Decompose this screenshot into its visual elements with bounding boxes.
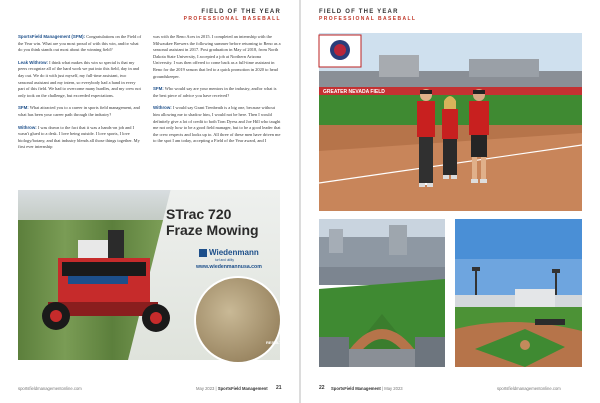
paragraph: Leak Withrow: I think what makes this win so special is that my peers recognize all of the hard work we put into this field, day in and day out. We do it with just myself, my full-time assistant, two seasonal assistant and my intern, so everybody had a hand in every part of this field. We had to overcome many hurdles, and my crew not only took on the challenge, but exceeded expectations.	[18, 59, 141, 98]
article-column-2	[153, 34, 281, 151]
header-title: FIELD OF THE YEAR	[319, 9, 399, 15]
logo-icon	[199, 249, 207, 257]
page-number: 21	[276, 385, 282, 391]
header-subtitle: PROFESSIONAL BASEBALL	[319, 16, 417, 22]
paragraph: Withrow: I would say Grant Trenbeath is a big one, because without him allowing me to shadow him, I would not be here. Then I would definitely give a lot of credit to both Tom Dyess and Joe Hill who taught me not only how to be a good field manager, but to be a good leader that the crew respects and looks up to. All three of these men have driven me to the spot I am today, accepting a Field of the Year award, and I	[153, 105, 281, 144]
results-circle-image	[196, 278, 280, 362]
page-header	[184, 9, 281, 22]
page-number: 22	[319, 385, 325, 391]
footer-website: sportsfieldmanagementonline.com	[497, 386, 561, 391]
footer-issue: SportsField Management | May 2023	[331, 386, 403, 391]
paragraph: SportsField Management (SFM): Congratulations on the Field of the Year win. What are you most proud of with this win, and/or what do you think stands out most about the winning field?	[18, 34, 142, 53]
advertisement[interactable]	[18, 190, 285, 360]
left-page	[0, 0, 299, 403]
header-subtitle: PROFESSIONAL BASEBALL	[183, 16, 281, 22]
article-column-1	[18, 34, 142, 157]
footer-website: sportsfieldmanagementonline.com	[18, 386, 82, 391]
paragraph: Withrow: I was drawn to the fact that it was a hands-on job and I wasn't glued to a desk. I love being outside. I love sports, I love biology/botany, and that industry blends all those things together. My first ever internship	[18, 124, 140, 150]
aerial-stadium-photo	[319, 219, 445, 367]
paragraph: SFM: What attracted you to a career in sports field management, and what has been your career path through the industry?	[18, 105, 140, 117]
paragraph: SFM: Who would say are your mentors in the industry, and/or what is the best piece of advice you have received?	[153, 86, 277, 98]
page-header	[319, 9, 416, 22]
mower-image	[38, 230, 188, 340]
stadium-sky-photo	[455, 219, 582, 367]
footer-issue: May 2023 | SportsField Management	[196, 386, 268, 391]
right-page	[301, 0, 600, 403]
ad-url[interactable]: www.wiedenmannusa.com	[196, 264, 262, 270]
header-title: FIELD OF THE YEAR	[201, 9, 281, 15]
paragraph: was with the Reno Aces in 2015. I completed an internship with the Milwaukee Brewers the following summer before returning to Reno as a seasonal assistant in 2017. Post graduation in May of 2018, from North Dakota State University, I accepted a job at Northern Arizona University. I was then offered to come back as a full-time assistant in Reno for the 2019 season that led to a quick promotion in 2020 to head groundskeeper.	[153, 34, 281, 79]
brand-logo: Wiedenmann	[199, 248, 259, 257]
stadium-banner: GREATER NEVADA FIELD	[323, 89, 385, 95]
brand-tagline: turf and utility	[215, 258, 234, 262]
ad-title: STrac 720 Fraze Mowing	[166, 206, 259, 238]
crew-photo	[319, 33, 582, 211]
results-label: RESULTS	[266, 340, 285, 345]
